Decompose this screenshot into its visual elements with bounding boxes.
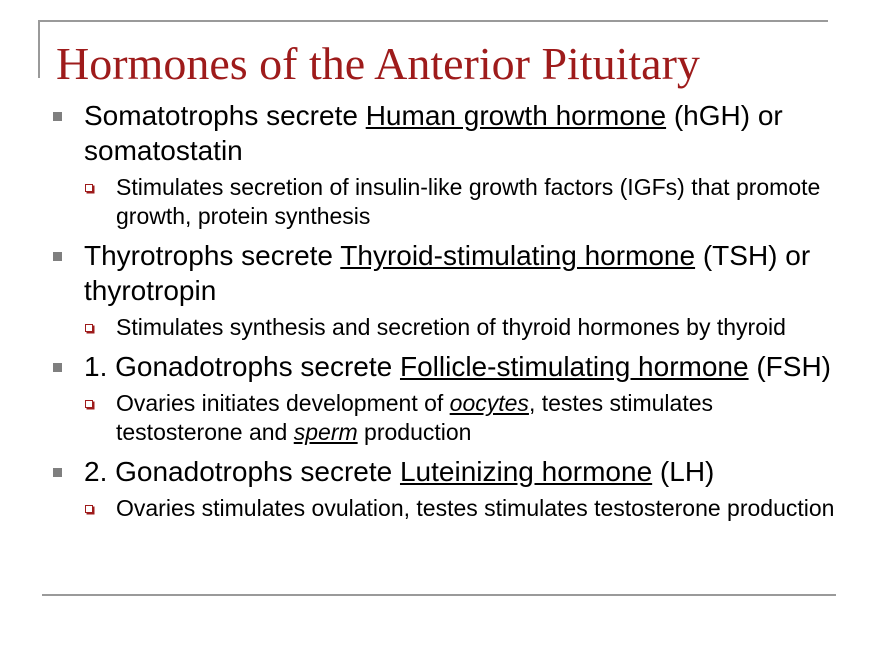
sub-bullet-text: , testes stimulates testosterone and [116,390,714,445]
bullet-text: (hGH) or somatostatin [84,100,783,166]
square-bullet-icon [53,252,62,261]
sub-bullet-text: Stimulates synthesis and secretion of thyroid hormones by thyroid [116,314,786,340]
bullet-text: Thyrotrophs secrete [84,240,341,271]
bullet-text: 2. Gonadotrophs secrete [84,456,400,487]
slide-content [50,98,840,523]
slide-frame-left-line [38,20,40,78]
hollow-square-bullet-icon [85,184,93,192]
sub-bullet-text: Stimulates secretion of insulin-like growth factors (IGFs) that promote growth, protein synthesis [116,174,821,229]
hormone-name-tsh: Thyroid-stimulating hormone [340,240,696,271]
sub-bullet-text: Ovaries initiates development of [116,390,450,416]
sub-bullet-item [84,494,840,523]
bullet-item-fsh [50,349,840,447]
term-oocytes: oocytes [449,390,529,416]
slide-frame-bottom-line [42,594,836,596]
bullet-item-hgh [50,98,840,231]
bullet-text: (TSH) or thyrotropin [84,240,811,306]
sub-bullet-item [84,173,840,231]
bullet-text: 1. Gonadotrophs secrete [84,351,400,382]
bullet-item-tsh [50,238,840,342]
square-bullet-icon [53,112,62,121]
sub-bullet-text: Ovaries stimulates ovulation, testes stimulates testosterone production [116,495,835,521]
sub-bullet-item [84,313,840,342]
square-bullet-icon [53,363,62,372]
term-sperm: sperm [293,419,358,445]
slide-title: Hormones of the Anterior Pituitary [56,38,700,89]
sub-bullet-item [84,389,840,447]
hollow-square-bullet-icon [85,324,93,332]
bullet-text: Somatotrophs secrete [84,100,366,131]
bullet-item-lh [50,454,840,523]
hormone-name-lh: Luteinizing hormone [399,456,653,487]
hormone-name-fsh: Follicle-stimulating hormone [399,351,749,382]
hormone-name-hgh: Human growth hormone [365,100,667,131]
slide-frame-top-line [38,20,828,22]
hollow-square-bullet-icon [85,400,93,408]
square-bullet-icon [53,468,62,477]
sub-bullet-text: production [357,419,472,445]
bullet-text: (LH) [652,456,715,487]
hollow-square-bullet-icon [85,505,93,513]
bullet-text: (FSH) [748,351,831,382]
